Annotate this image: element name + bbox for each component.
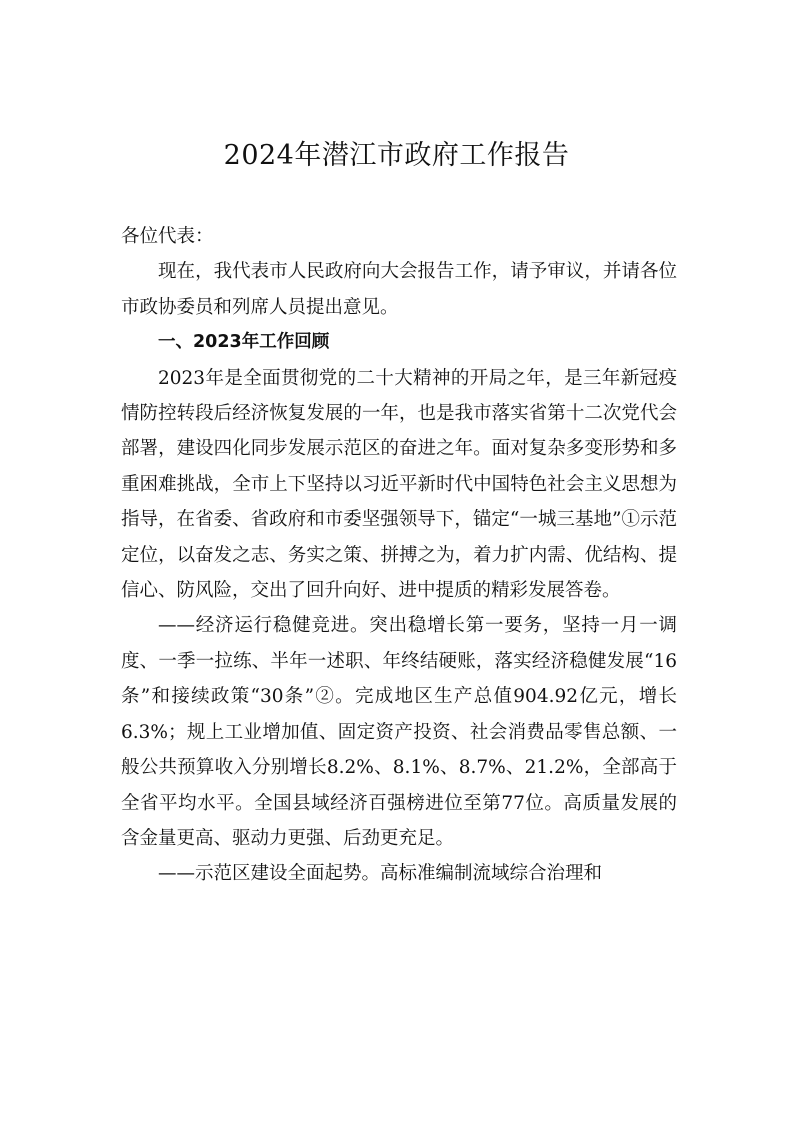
salutation: 各位代表： <box>121 226 214 247</box>
review-paragraph: 2023年是全面贯彻党的二十大精神的开局之年，是三年新冠疫情防控转段后经济恢复发展的一年，也是我市落实省第十二次党代会部署，建设四化同步发展示范区的奋进之年。面对复杂多变形势和多重困难挑战，全市上下坚持以习近平新时代中国特色社会主义思想为指导，在省委、省政府和市委坚强领导下，锚定“一城三基地”①示范定位，以奋发之志、务实之策、拼搏之为，着力扩内需、优结构、提信心、防风险，交出了回升向好、进中提质的精彩发展答卷。 <box>121 367 677 602</box>
section-heading: 一、2023年工作回顾 <box>158 332 330 353</box>
economy-paragraph: ——经济运行稳健竞进。突出稳增长第一要务，坚持一月一调度、一季一拉练、半年一述职、年终结硬账，落实经济稳健发展“16条”和接续政策“30条”②。完成地区生产总值904.92亿元，增长6.3%；规上工业增加值、固定资产投资、社会消费品零售总额、一般公共预算收入分别增长8.2%、8.1%、8.7%、21.2%，全部高于全省平均水平。全国县域经济百强榜进位至第77位。高质量发展的含金量更高、驱动力更强、后劲更充足。 <box>121 615 677 849</box>
demonstration-zone-paragraph: ——示范区建设全面起势。高标准编制流域综合治理和 <box>158 863 603 885</box>
document-title: 2024年潜江市政府工作报告 <box>223 140 570 171</box>
opening-paragraph: 现在，我代表市人民政府向大会报告工作，请予审议，并请各位市政协委员和列席人员提出意见。 <box>121 261 677 318</box>
document-body <box>121 219 677 892</box>
